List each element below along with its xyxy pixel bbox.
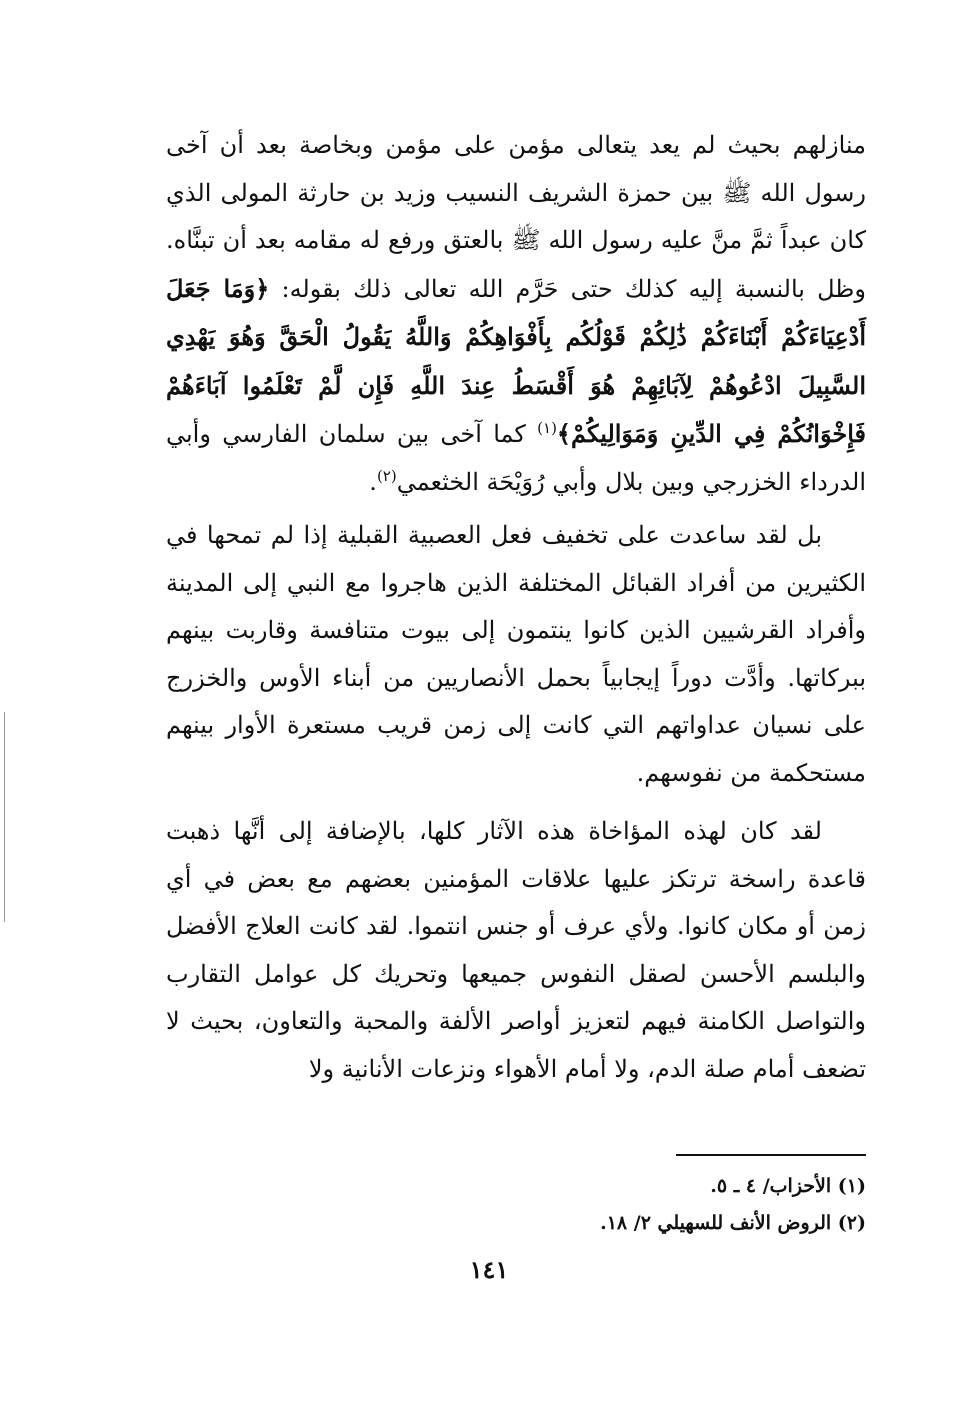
footnote-2: (٢) الروض الأنف للسهيلي ٢/ ١٨. [600, 1212, 866, 1234]
scan-margin-line [4, 712, 5, 922]
quran-quotation: ﴿وَمَا جَعَلَ أَدْعِيَاءَكُمْ أَبْنَاءَكُمْ ذَٰلِكُمْ قَوْلُكُم بِأَفْوَاهِكُمْ وَاللَّهُ يَقُولُ الْحَقَّ وَهُوَ يَهْدِي السَّبِيلَ ادْعُوهُمْ لِآبَائِهِمْ هُوَ أَقْسَطُ عِندَ اللَّهِ فَإِن لَّمْ تَعْلَمُوا آبَاءَهُمْ فَإِخْوَانُكُمْ فِي الدِّينِ وَمَوَالِيكُمْ﴾ [166, 273, 866, 448]
paragraph-1 [166, 122, 866, 506]
page-number: ١٤١ [469, 1255, 509, 1284]
paragraph-1-continuation: كما آخى بين سلمان الفارسي وأبي الدرداء الخزرجي وبين بلال وأبي رُوَيْحَة الخثعمي [166, 420, 866, 496]
footnotes [166, 1168, 866, 1242]
paragraph-3: لقد كان لهذه المؤاخاة هذه الآثار كلها، بالإضافة إلى أنَّها ذهبت قاعدة راسخة ترتكز عليها علاقات المؤمنين بعضهم مع بعض في أي زمن أو مكان كانوا. ولأي عرف أو جنس انتموا. لقد كانت العلاج الأفضل والبلسم الأحسن لصقل النفوس جميعها وتحريك كل عوامل التقارب والتواصل الكامنة فيهم لتعزيز أواصر الألفة والمحبة والتعاون، بحيث لا تضعف أمام صلة الدم، ولا أمام الأهواء ونزعات الأنانية ولا [166, 817, 866, 1083]
footnote-1: (١) الأحزاب/ ٤ ـ ٥. [710, 1175, 866, 1197]
footnote-ref-1: (١) [537, 419, 557, 437]
footnote-divider [676, 1154, 866, 1156]
paragraph-1-text: منازلهم بحيث لم يعد يتعالى مؤمن على مؤمن وبخاصة بعد أن آخى رسول الله ﷺ بين حمزة الشريف النسيب وزيد بن حارثة المولى الذي كان عبداً ثمَّ منَّ عليه رسول الله ﷺ بالعتق ورفع له مقامه بعد أن تبنَّاه. وظل بالنسبة إليه كذلك حتى حَرَّم الله تعالى ذلك بقوله: [166, 131, 866, 303]
paragraph-2: بل لقد ساعدت على تخفيف فعل العصبية القبلية إذا لم تمحها في الكثيرين من أفراد القبائل المختلفة الذين هاجروا مع النبي إلى المدينة وأفراد القرشيين الذين كانوا ينتمون إلى بيوت متنافسة وقاربت بينهم ببركاتها. وأدَّت دوراً إيجابياً بحمل الأنصاريين من أبناء الأوس والخزرج على نسيان عداواتهم التي كانت إلى زمن قريب مستعرة الأوار بينهم مستحكمة من نفوسهم. [166, 521, 867, 787]
footnote-ref-2: (٢) [376, 466, 397, 485]
paragraph-1-end: . [369, 467, 377, 496]
